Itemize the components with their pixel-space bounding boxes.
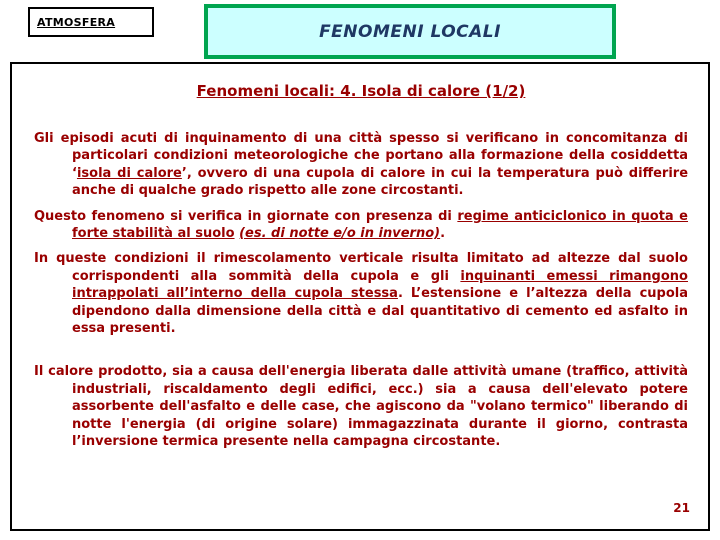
- atmosfera-label: ATMOSFERA: [37, 15, 116, 29]
- body-paragraph-4: Il calore prodotto, sia a causa dell'energia liberata dalle attività umane (traffico, attività industriali, riscaldamento degli edifici, ecc.) sia a causa dell'elevato potere assorbente dell'asfalto e delle case, che agiscono da "volano termico" liberando di notte l'energia (di origine solare) immagazzinata durante il giorno, contrasta l’inversione termica presente nella campagna circostante.: [34, 364, 688, 450]
- slide-title: Fenomeni locali: 4. Isola di calore (1/2): [196, 82, 526, 100]
- topic-banner: [204, 4, 616, 59]
- atmosfera-box: [28, 7, 154, 37]
- body-paragraph-3: In queste condizioni il rimescolamento verticale risulta limitato ad altezze dal suolo corrispondenti alla sommità della cupola e gli inquinanti emessi rimangono intrappolati all’interno della cupola stessa. L’estensione e l’altezza della cupola dipendono dalla dimensione della città e dal quantitativo di cemento ed asfalto in essa presenti.: [34, 251, 688, 337]
- topic-title: FENOMENI LOCALI: [319, 21, 501, 42]
- content-panel: [10, 62, 710, 531]
- body-paragraph-1: Gli episodi acuti di inquinamento di una città spesso si verificano in concomitanza di particolari condizioni meteorologiche che portano alla formazione della cosiddetta ‘isola di calore’, ovvero di una cupola di calore in cui la temperatura può differire anche di qualche grado rispetto alle zone circostanti.: [34, 131, 689, 199]
- body-paragraph-2: Questo fenomeno si verifica in giornate con presenza di regime anticiclonico in quota e forte stabilità al suolo (es. di notte e/o in inverno).: [34, 208, 689, 242]
- page-number: 21: [673, 501, 690, 515]
